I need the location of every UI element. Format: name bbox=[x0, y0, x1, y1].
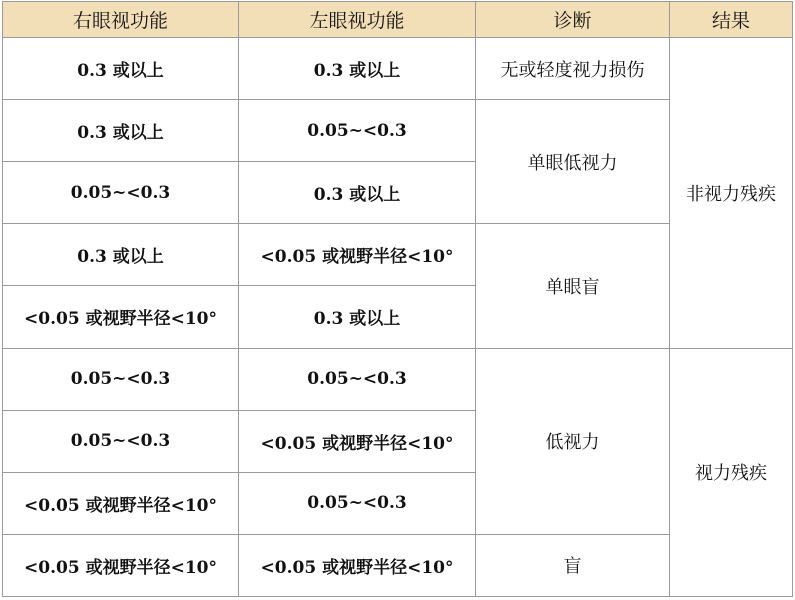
left-eye-cell: 0.3 或以上 bbox=[239, 286, 476, 348]
result-cell: 非视力残疾 bbox=[670, 38, 793, 349]
result-cell: 视力残疾 bbox=[670, 348, 793, 596]
right-eye-cell: 0.3 或以上 bbox=[3, 100, 239, 162]
left-eye-cell: 0.05~<0.3 bbox=[239, 348, 476, 410]
left-eye-cell: <0.05 或视野半径<10° bbox=[239, 410, 476, 472]
left-eye-cell: 0.05~<0.3 bbox=[239, 472, 476, 534]
header-right-eye: 右眼视功能 bbox=[3, 2, 239, 38]
left-eye-cell: 0.05~<0.3 bbox=[239, 100, 476, 162]
left-eye-cell: <0.05 或视野半径<10° bbox=[239, 224, 476, 286]
header-left-eye: 左眼视功能 bbox=[239, 2, 476, 38]
diagnosis-cell: 单眼盲 bbox=[476, 224, 670, 348]
header-row bbox=[3, 2, 793, 38]
left-eye-cell: 0.3 或以上 bbox=[239, 38, 476, 100]
diagnosis-cell: 低视力 bbox=[476, 348, 670, 534]
diagnosis-cell: 盲 bbox=[476, 534, 670, 596]
right-eye-cell: 0.05~<0.3 bbox=[3, 410, 239, 472]
vision-classification-table bbox=[2, 1, 793, 597]
right-eye-cell: <0.05 或视野半径<10° bbox=[3, 472, 239, 534]
right-eye-cell: <0.05 或视野半径<10° bbox=[3, 534, 239, 596]
right-eye-cell: 0.05~<0.3 bbox=[3, 162, 239, 224]
header-diagnosis: 诊断 bbox=[476, 2, 670, 38]
table-row bbox=[3, 348, 793, 410]
right-eye-cell: 0.3 或以上 bbox=[3, 38, 239, 100]
left-eye-cell: <0.05 或视野半径<10° bbox=[239, 534, 476, 596]
right-eye-cell: <0.05 或视野半径<10° bbox=[3, 286, 239, 348]
header-result: 结果 bbox=[670, 2, 793, 38]
right-eye-cell: 0.3 或以上 bbox=[3, 224, 239, 286]
left-eye-cell: 0.3 或以上 bbox=[239, 162, 476, 224]
table-row bbox=[3, 38, 793, 100]
diagnosis-cell: 无或轻度视力损伤 bbox=[476, 38, 670, 100]
right-eye-cell: 0.05~<0.3 bbox=[3, 348, 239, 410]
diagnosis-cell: 单眼低视力 bbox=[476, 100, 670, 224]
